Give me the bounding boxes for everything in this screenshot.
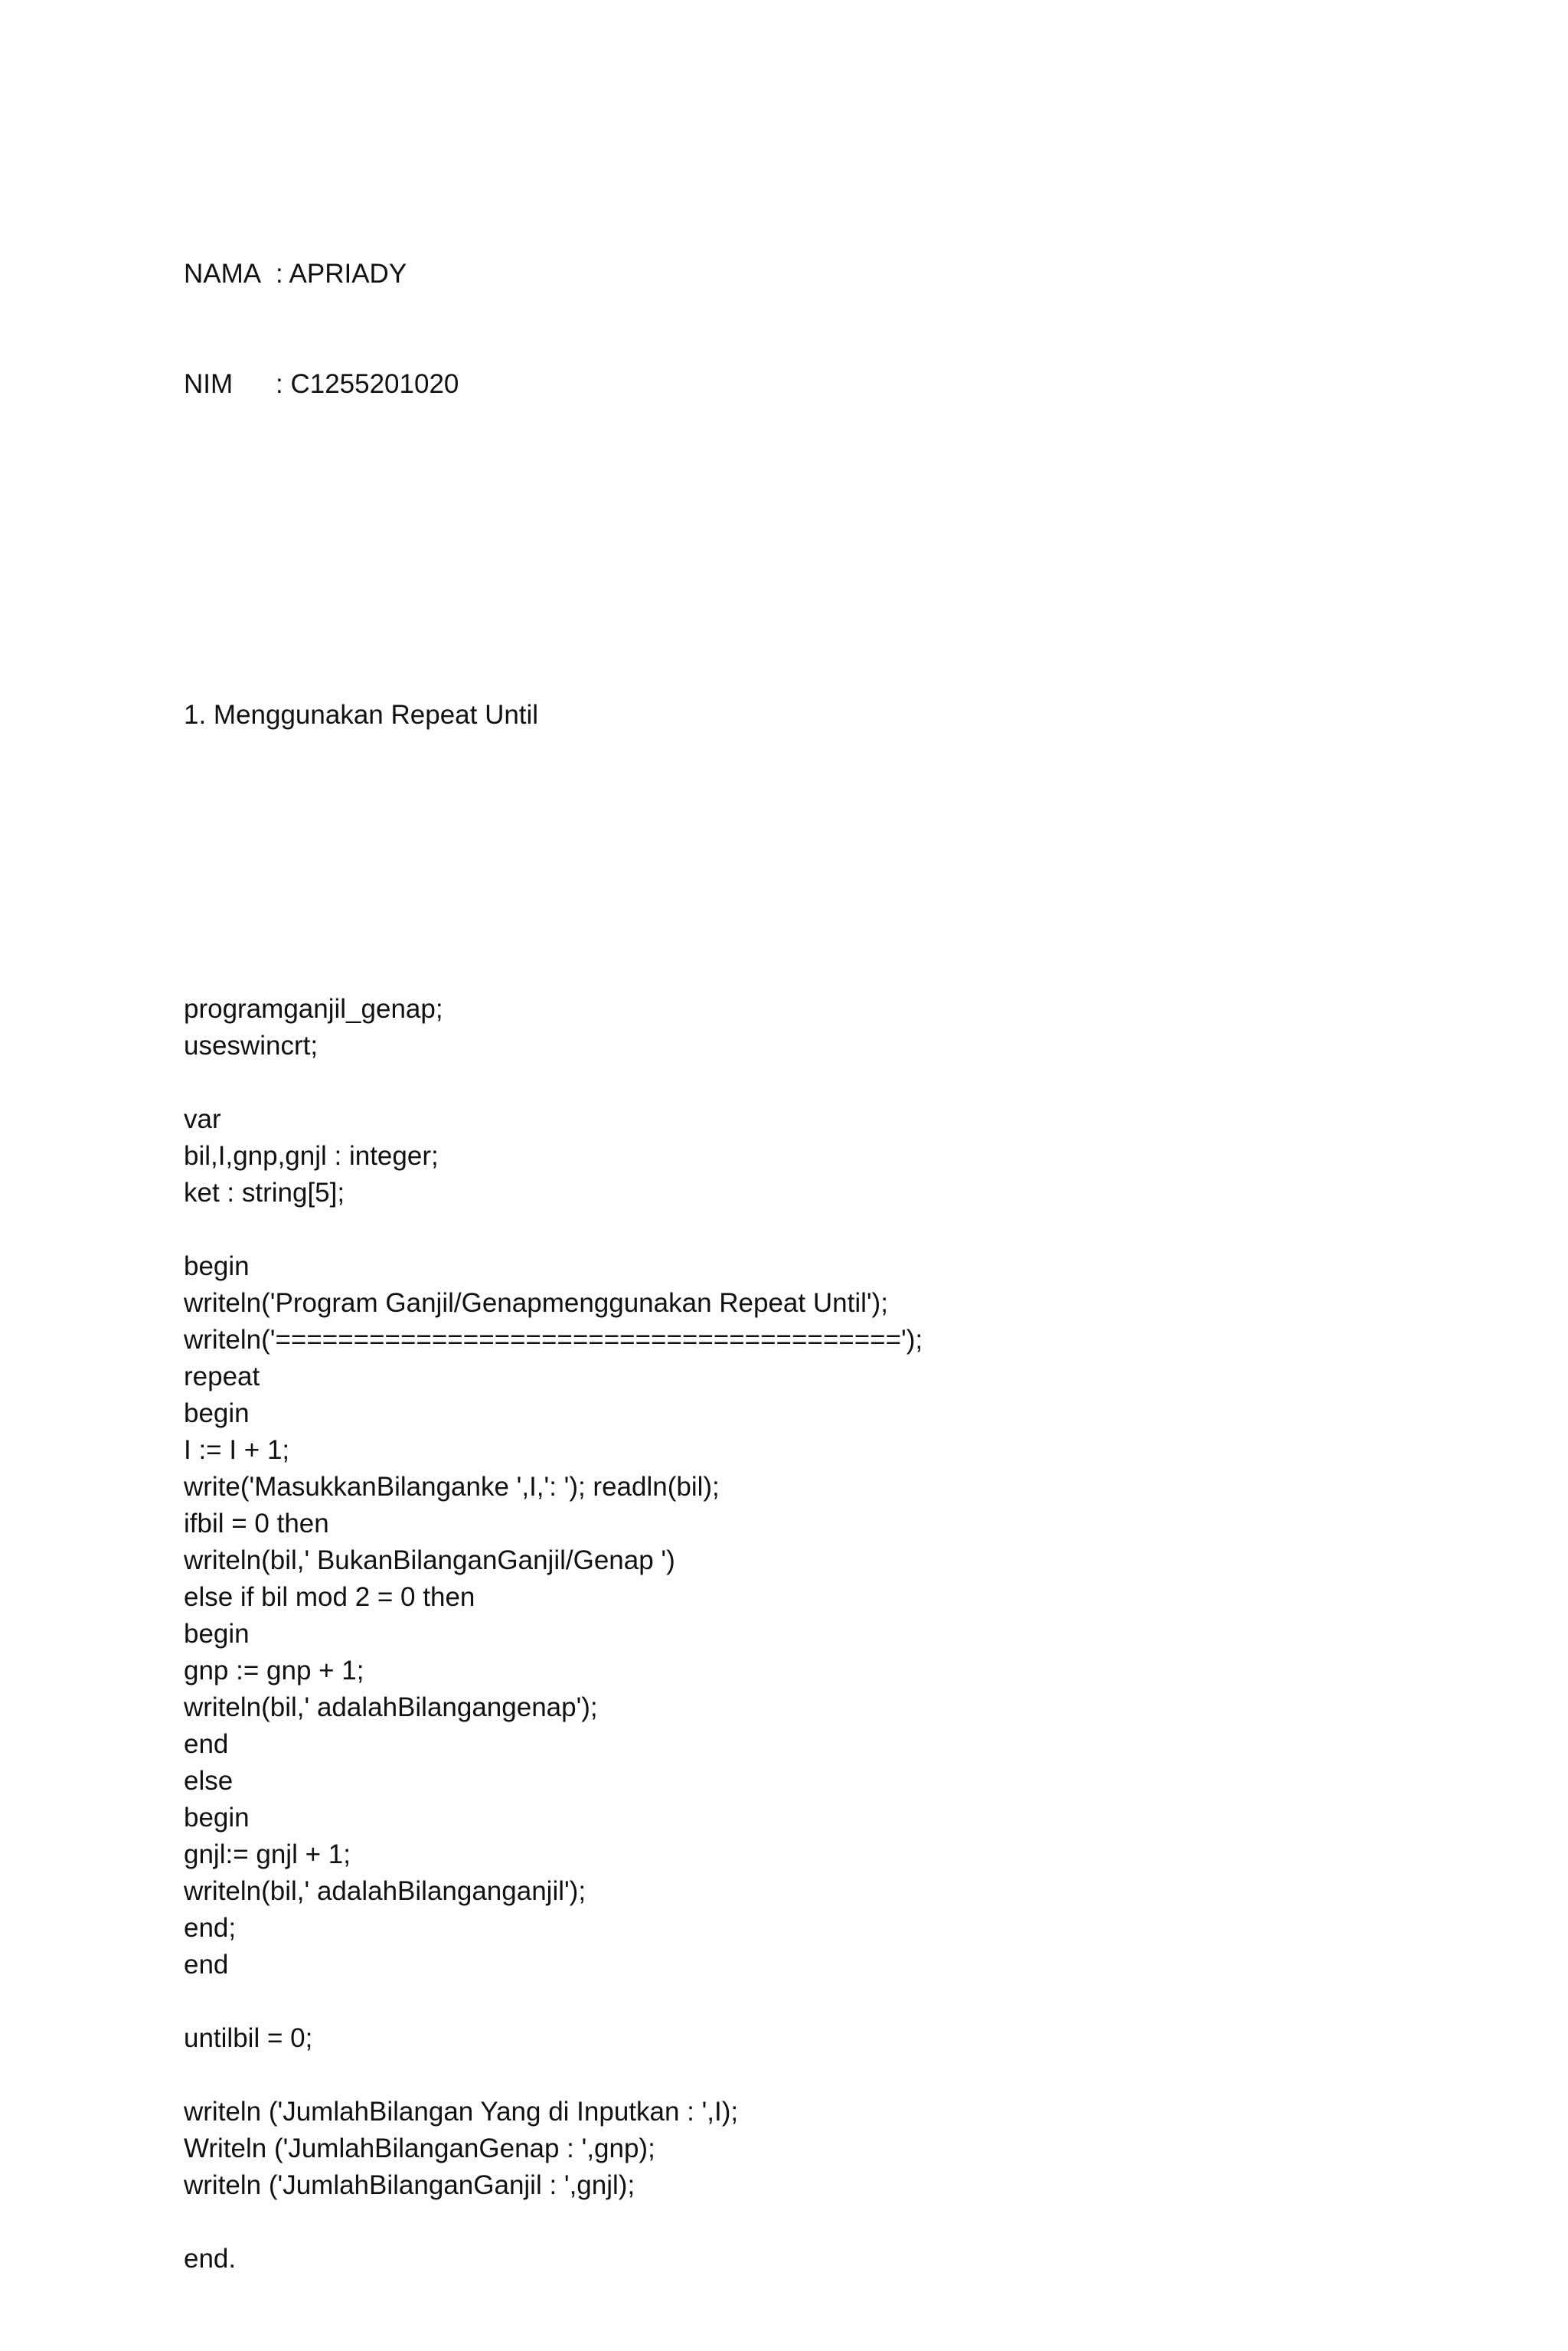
nim-label: NIM xyxy=(184,369,234,399)
name-value: : APRIADY xyxy=(276,259,407,289)
code-line: writeln('========================================'); xyxy=(184,1325,923,1355)
code-line: end xyxy=(184,1729,229,1759)
document-content xyxy=(184,182,1409,2351)
code-line xyxy=(184,1211,1409,1248)
nim-row xyxy=(184,366,1409,403)
code-line: end; xyxy=(184,1913,237,1943)
code-line: bil,I,gnp,gnjl : integer; xyxy=(184,1141,439,1171)
code-line: I := I + 1; xyxy=(184,1435,290,1465)
code-line: write('MasukkanBilanganke ',I,': '); readln(bil); xyxy=(184,1472,720,1502)
code-line: ket : string[5]; xyxy=(184,1178,345,1208)
code-line: begin xyxy=(184,1251,250,1281)
code-line: writeln ('JumlahBilangan Yang di Inputkan : ',I); xyxy=(184,2097,739,2127)
code-line: gnp := gnp + 1; xyxy=(184,1656,364,1686)
code-line: writeln ('JumlahBilanganGanjil : ',gnjl); xyxy=(184,2170,635,2200)
code-line: writeln(bil,' adalahBilangangenap'); xyxy=(184,1692,598,1722)
code-line: else if bil mod 2 = 0 then xyxy=(184,1582,475,1612)
nim-value: : C1255201020 xyxy=(276,369,459,399)
code-line: writeln(bil,' BukanBilanganGanjil/Genap ') xyxy=(184,1545,675,1575)
code-line: else xyxy=(184,1766,234,1796)
code-line: programganjil_genap; xyxy=(184,994,443,1024)
spacer xyxy=(184,513,1409,587)
code-line: Writeln ('JumlahBilanganGenap : ',gnp); xyxy=(184,2134,655,2163)
code-line xyxy=(184,2057,1409,2094)
code-line: var xyxy=(184,1104,221,1134)
code-line: gnjl:= gnjl + 1; xyxy=(184,1839,351,1869)
name-label: NAMA xyxy=(184,259,262,289)
code-line: end xyxy=(184,1950,229,1980)
code-line: begin xyxy=(184,1803,250,1833)
code-line: begin xyxy=(184,1619,250,1649)
code-line xyxy=(184,1064,1409,1101)
section-title: 1. Menggunakan Repeat Until xyxy=(184,700,539,730)
spacer xyxy=(184,844,1409,881)
code-line: writeln(bil,' adalahBilanganganjil'); xyxy=(184,1876,586,1906)
code-line: useswincrt; xyxy=(184,1031,318,1061)
code-line: repeat xyxy=(184,1362,260,1391)
code-line: untilbil = 0; xyxy=(184,2023,313,2053)
code-block xyxy=(184,991,1409,2277)
code-line: end. xyxy=(184,2244,237,2274)
name-row xyxy=(184,256,1409,293)
code-line: ifbil = 0 then xyxy=(184,1509,329,1538)
code-line xyxy=(184,1983,1409,2020)
code-line xyxy=(184,2204,1409,2241)
code-line: begin xyxy=(184,1398,250,1428)
code-line: writeln('Program Ganjil/Genapmenggunakan Repeat Until'); xyxy=(184,1288,888,1318)
